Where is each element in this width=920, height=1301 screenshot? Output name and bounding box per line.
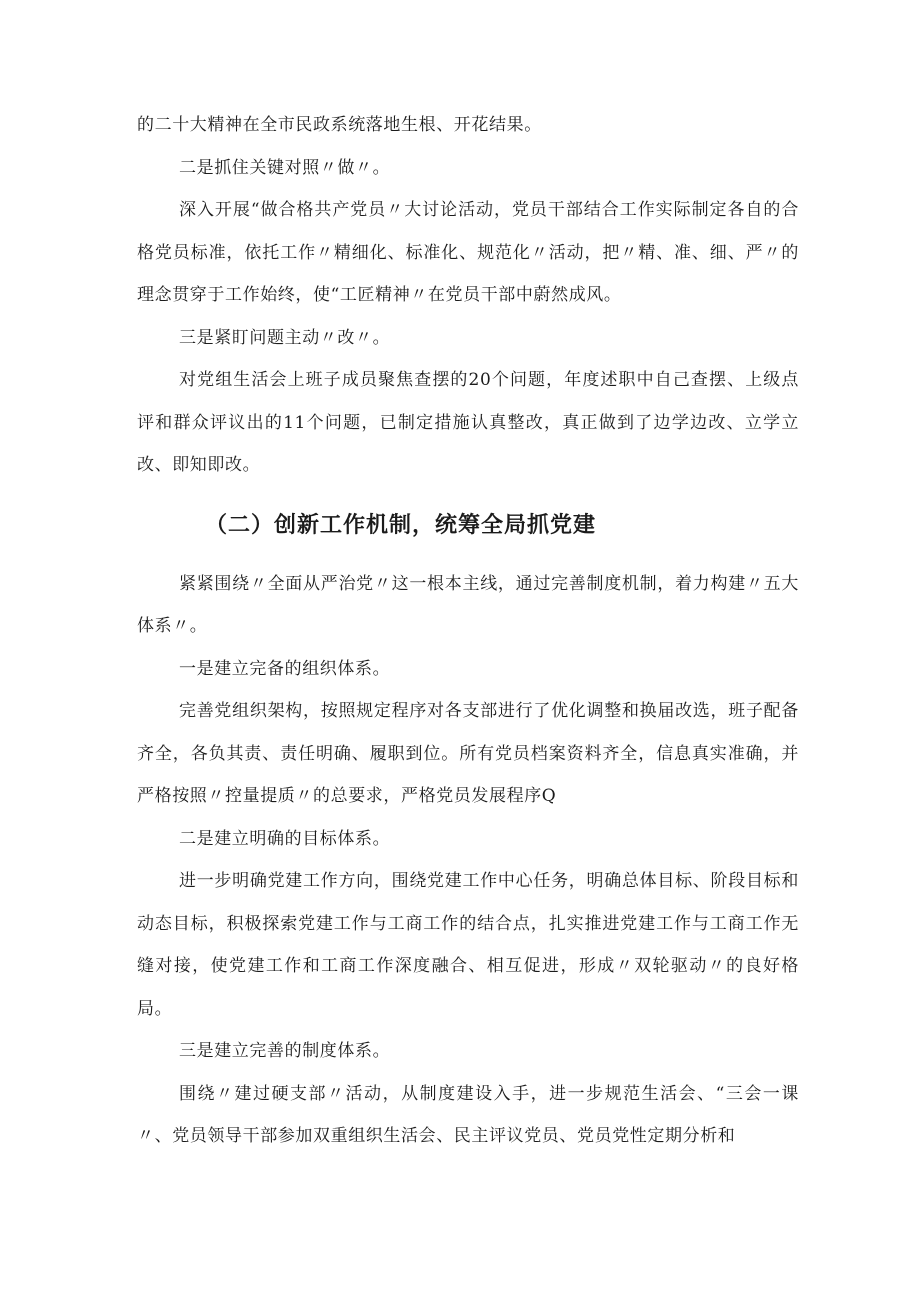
paragraph-section-intro: 紧紧围绕〃全面从严治党〃这一根本主线，通过完善制度机制，着力构建〃五大体系〃。 <box>137 573 799 636</box>
paragraph-system-one-title: 一是建立完备的组织体系。 <box>179 658 391 679</box>
paragraph-continuation: 的二十大精神在全市民政系统落地生根、开花结果。 <box>137 115 542 135</box>
paragraph-point-three-title: 三是紧盯问题主动〃改〃。 <box>179 327 391 348</box>
paragraph-system-one-body: 完善党组织架构，按照规定程序对各支部进行了优化调整和换届改选，班子配备齐全，各负其责、责任明确、履职到位。所有党员档案资料齐全，信息真实准确，并严格按照〃控量提质〃的总要求，严格党员发展程序Q <box>137 701 799 806</box>
section-heading: （二）创新工作机制，统筹全局抓党建 <box>205 511 597 538</box>
document-body <box>137 104 799 1158</box>
paragraph-system-two-body: 进一步明确党建工作方向，围绕党建工作中心任务，明确总体目标、阶段目标和动态目标，积极探索党建工作与工商工作的结合点，扎实推进党建工作与工商工作无缝对接，使党建工作和工商工作深度融合、相互促进，形成〃双轮驱动〃的良好格局。 <box>137 871 799 1019</box>
paragraph-system-three-body: 围绕〃建过硬支部〃活动，从制度建设入手，进一步规范生活会、“三会一课〃、党员领导干部参加双重组织生活会、民主评议党员、党员党性定期分析和 <box>137 1083 799 1146</box>
paragraph-point-two-title: 二是抓住关键对照〃做〃。 <box>179 157 391 178</box>
paragraph-point-two-body: 深入开展“做合格共产党员〃大讨论活动，党员干部结合工作实际制定各自的合格党员标准，依托工作〃精细化、标准化、规范化〃活动，把〃精、准、细、严〃的理念贯穿于工作始终，使“工匠精神〃在党员干部中蔚然成风。 <box>137 200 799 305</box>
paragraph-system-two-title: 二是建立明确的目标体系。 <box>179 828 391 849</box>
paragraph-point-three-body: 对党组生活会上班子成员聚焦查摆的20个问题，年度述职中自己查摆、上级点评和群众评议出的11个问题，已制定措施认真整改，真正做到了边学边改、立学立改、即知即改。 <box>137 370 799 475</box>
paragraph-system-three-title: 三是建立完善的制度体系。 <box>179 1041 391 1061</box>
